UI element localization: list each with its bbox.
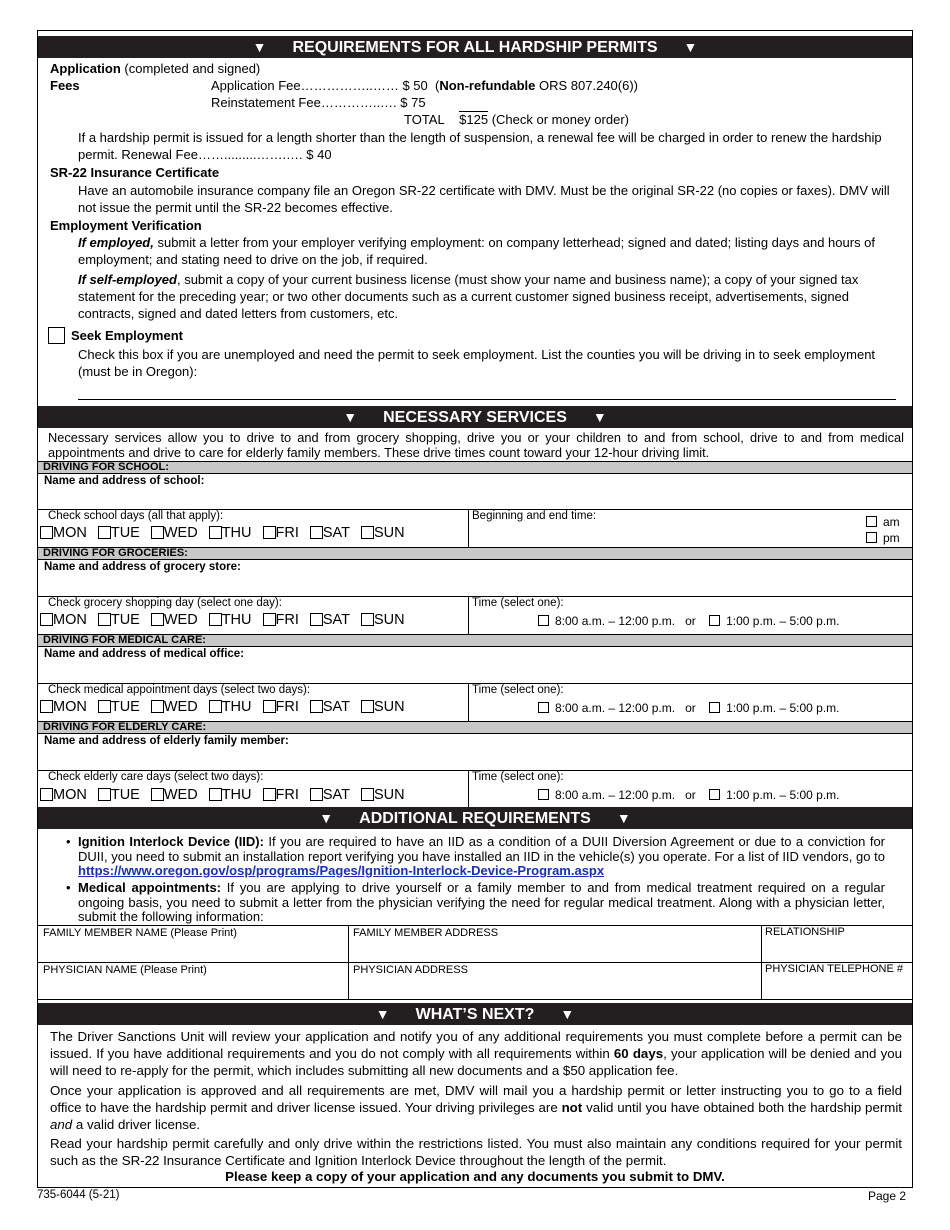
pm-label: pm bbox=[883, 531, 900, 545]
pm-option[interactable] bbox=[866, 531, 900, 545]
checkbox[interactable] bbox=[361, 788, 374, 801]
day-wed[interactable] bbox=[151, 612, 198, 628]
checkbox[interactable] bbox=[40, 700, 53, 713]
medical-name-input[interactable] bbox=[44, 664, 904, 681]
grocery-time-label: Time (select one): bbox=[472, 597, 564, 609]
medical-days bbox=[40, 699, 416, 715]
checkbox[interactable] bbox=[151, 788, 164, 801]
elderly-days bbox=[40, 787, 416, 803]
paren: ( bbox=[434, 78, 440, 93]
checkbox[interactable] bbox=[538, 615, 549, 626]
reinstatement-fee: Reinstatement Fee…………..…. $ 75 bbox=[211, 95, 426, 110]
checkbox[interactable] bbox=[709, 702, 720, 713]
arrow-down-icon: ▼ bbox=[252, 39, 267, 55]
day-label: WED bbox=[163, 699, 198, 715]
next-header-title: WHAT’S NEXT? bbox=[415, 1006, 535, 1023]
arrow-down-icon: ▼ bbox=[375, 1006, 390, 1022]
checkbox[interactable] bbox=[151, 526, 164, 539]
morning-label: 8:00 a.m. – 12:00 p.m. bbox=[555, 701, 676, 715]
day-mon[interactable] bbox=[40, 699, 87, 715]
relationship-field[interactable]: RELATIONSHIP bbox=[765, 926, 845, 938]
afternoon-label: 1:00 p.m. – 5:00 p.m. bbox=[726, 788, 840, 802]
day-mon[interactable] bbox=[40, 525, 87, 541]
checkbox[interactable] bbox=[151, 613, 164, 626]
physician-name-field[interactable]: PHYSICIAN NAME (Please Print) bbox=[43, 964, 207, 976]
day-label: SAT bbox=[322, 525, 350, 541]
day-mon[interactable] bbox=[40, 612, 87, 628]
school-days-label: Check school days (all that apply): bbox=[48, 510, 224, 522]
morning-option[interactable] bbox=[538, 614, 675, 628]
day-label: SUN bbox=[373, 699, 405, 715]
text: , your application will be denied and you will need to re-apply for the permit, which includes submitting all new documents and a $50 application fee. bbox=[50, 1046, 903, 1078]
day-wed[interactable] bbox=[151, 699, 198, 715]
additional-header bbox=[38, 807, 912, 829]
checkbox[interactable] bbox=[361, 526, 374, 539]
next-paragraph-2 bbox=[50, 1082, 902, 1133]
grocery-days bbox=[40, 612, 416, 628]
counties-input-line[interactable] bbox=[78, 399, 896, 400]
grocery-section-title: DRIVING FOR GROCERIES: bbox=[38, 547, 912, 560]
day-label: WED bbox=[163, 525, 198, 541]
next-header bbox=[38, 1003, 912, 1025]
day-label: WED bbox=[163, 612, 198, 628]
medical-name-label: Name and address of medical office: bbox=[44, 648, 245, 660]
arrow-down-icon: ▼ bbox=[319, 810, 334, 826]
am-label: am bbox=[883, 515, 900, 529]
day-label: SAT bbox=[322, 699, 350, 715]
seek-employment-checkbox[interactable] bbox=[48, 327, 65, 344]
text: The Driver Sanctions Unit will review your application and notify you of any additional requirements you must complete before a permit can be issued. If you have additional requirements and you do not comply with all requirements within bbox=[50, 1029, 902, 1061]
day-tue[interactable] bbox=[98, 699, 140, 715]
grocery-time-options bbox=[538, 614, 840, 628]
day-sun[interactable] bbox=[361, 525, 405, 541]
school-section-title: DRIVING FOR SCHOOL: bbox=[38, 461, 912, 474]
elderly-time-options bbox=[538, 788, 840, 802]
school-time-label: Beginning and end time: bbox=[472, 510, 597, 522]
day-label: FRI bbox=[275, 525, 299, 541]
day-label: THU bbox=[221, 612, 252, 628]
arrow-down-icon: ▼ bbox=[343, 409, 358, 425]
day-sat[interactable] bbox=[310, 787, 350, 803]
day-label: WED bbox=[163, 787, 198, 803]
day-label: MON bbox=[53, 699, 87, 715]
arrow-down-icon: ▼ bbox=[592, 409, 607, 425]
elderly-days-label: Check elderly care days (select two days): bbox=[48, 771, 264, 783]
elderly-section-title: DRIVING FOR ELDERLY CARE: bbox=[38, 721, 912, 734]
day-sat[interactable] bbox=[310, 525, 350, 541]
divider bbox=[468, 770, 469, 808]
checkbox[interactable] bbox=[263, 700, 276, 713]
day-sun[interactable] bbox=[361, 787, 405, 803]
divider bbox=[468, 683, 469, 721]
application-note: (completed and signed) bbox=[124, 61, 261, 76]
school-name-input[interactable] bbox=[44, 490, 904, 507]
checkbox[interactable] bbox=[361, 700, 374, 713]
iid-paragraph bbox=[78, 835, 885, 879]
checkbox[interactable] bbox=[538, 789, 549, 800]
grocery-days-label: Check grocery shopping day (select one day): bbox=[48, 597, 282, 609]
total-label: TOTAL bbox=[404, 112, 445, 127]
emphasis: not bbox=[561, 1100, 583, 1115]
iid-text: If you are required to have an IID as a condition of a DUII Diversion Agreement or due to a conviction for DUII, you need to submit an installation report verifying you have installed an IID in the vehicle(s) you operate. For a list of IID vendors, go to bbox=[78, 834, 885, 864]
requirements-header-title: REQUIREMENTS FOR ALL HARDSHIP PERMITS bbox=[292, 39, 658, 56]
form-frame bbox=[37, 30, 913, 1188]
self-employed-lead: If self-employed bbox=[78, 272, 177, 287]
medical-text: If you are applying to drive yourself or a family member to and from medical treatment required on a regular ongoing basis, you need to submit a letter from the physician verifying the need for regular medical treatment. Along with a physician letter, submit the following information: bbox=[78, 880, 885, 924]
arrow-down-icon: ▼ bbox=[560, 1006, 575, 1022]
iid-vendor-link[interactable]: https://www.oregon.gov/osp/programs/Pages/Ignition-Interlock-Device-Program.aspx bbox=[78, 863, 605, 878]
checkbox[interactable] bbox=[98, 613, 111, 626]
day-fri[interactable] bbox=[263, 787, 299, 803]
checkbox[interactable] bbox=[538, 702, 549, 713]
day-label: THU bbox=[221, 699, 252, 715]
day-label: TUE bbox=[110, 699, 140, 715]
necessary-header-title: NECESSARY SERVICES bbox=[383, 409, 567, 426]
day-thu[interactable] bbox=[209, 612, 252, 628]
next-paragraph-3: Read your hardship permit carefully and only drive within the restrictions listed. You must also maintain any conditions required for your permit such as the SR-22 Insurance Certificate and Ignition Interlock Device throughout the length of the permit. bbox=[50, 1136, 902, 1168]
day-label: TUE bbox=[110, 612, 140, 628]
checkbox[interactable] bbox=[151, 700, 164, 713]
day-wed[interactable] bbox=[151, 787, 198, 803]
sr22-title: SR-22 Insurance Certificate bbox=[50, 165, 220, 180]
self-employed-text: , submit a copy of your current business license (must show your name and business name); a copy of your signed tax statement for the preceding year; or two other documents such as a current customer signed business receipt, advertisements, signed contracts, signed and dated letters from customers, etc. bbox=[78, 272, 859, 321]
medical-time-options bbox=[538, 701, 840, 715]
or-label: or bbox=[685, 614, 696, 628]
physician-address-field[interactable]: PHYSICIAN ADDRESS bbox=[353, 964, 468, 976]
day-label: SAT bbox=[322, 787, 350, 803]
grocery-name-input[interactable] bbox=[44, 577, 904, 594]
day-label: SUN bbox=[373, 787, 405, 803]
morning-label: 8:00 a.m. – 12:00 p.m. bbox=[555, 788, 676, 802]
total-line bbox=[404, 112, 629, 127]
am-option[interactable] bbox=[866, 515, 900, 529]
form-number: 735-6044 (5-21) bbox=[37, 1189, 120, 1201]
checkbox[interactable] bbox=[310, 700, 323, 713]
morning-option[interactable] bbox=[538, 788, 675, 802]
additional-header-title: ADDITIONAL REQUIREMENTS bbox=[359, 810, 591, 827]
day-tue[interactable] bbox=[98, 612, 140, 628]
medical-paragraph bbox=[78, 881, 885, 925]
fees-label: Fees bbox=[50, 78, 80, 93]
day-label: MON bbox=[53, 787, 87, 803]
renewal-text: If a hardship permit is issued for a length shorter than the length of suspension, a renewal fee will be charged in order to renew the hardship permit. Renewal Fee…….........…….…. $ 40 bbox=[78, 130, 882, 162]
checkbox[interactable] bbox=[209, 700, 222, 713]
text: a valid driver license. bbox=[72, 1117, 201, 1132]
elderly-time-label: Time (select one): bbox=[472, 771, 564, 783]
afternoon-label: 1:00 p.m. – 5:00 p.m. bbox=[726, 614, 840, 628]
checkbox[interactable] bbox=[263, 788, 276, 801]
morning-label: 8:00 a.m. – 12:00 p.m. bbox=[555, 614, 676, 628]
divider bbox=[468, 509, 469, 547]
keep-copy-note: Please keep a copy of your application and any documents you submit to DMV. bbox=[225, 1169, 725, 1184]
ors-reference: ORS 807.240(6)) bbox=[539, 78, 639, 93]
checkbox[interactable] bbox=[310, 526, 323, 539]
afternoon-option[interactable] bbox=[709, 614, 839, 628]
medical-lead: Medical appointments: bbox=[78, 880, 222, 895]
day-label: TUE bbox=[110, 525, 140, 541]
employed-paragraph bbox=[78, 234, 903, 268]
employed-text: submit a letter from your employer verifying employment: on company letterhead; signed and dated; listing days and hours of employment; and stating need to drive on the job, if required. bbox=[78, 235, 876, 267]
iid-lead: Ignition Interlock Device (IID): bbox=[78, 834, 264, 849]
necessary-header bbox=[38, 406, 912, 428]
or-label: or bbox=[685, 701, 696, 715]
emphasis: and bbox=[50, 1117, 73, 1132]
seek-title: Seek Employment bbox=[71, 328, 183, 343]
day-sun[interactable] bbox=[361, 699, 405, 715]
day-sat[interactable] bbox=[310, 612, 350, 628]
checkbox[interactable] bbox=[209, 788, 222, 801]
day-label: TUE bbox=[110, 787, 140, 803]
checkbox[interactable] bbox=[40, 613, 53, 626]
application-fee-line bbox=[211, 78, 638, 93]
day-thu[interactable] bbox=[209, 699, 252, 715]
nonrefundable-label: Non-refundable bbox=[439, 78, 536, 93]
employed-lead: If employed, bbox=[78, 235, 154, 250]
checkbox[interactable] bbox=[263, 526, 276, 539]
checkbox[interactable] bbox=[263, 613, 276, 626]
day-label: FRI bbox=[275, 612, 299, 628]
afternoon-option[interactable] bbox=[709, 788, 839, 802]
day-sun[interactable] bbox=[361, 612, 405, 628]
bullet-icon: • bbox=[66, 834, 71, 849]
next-paragraph-1 bbox=[50, 1028, 902, 1079]
necessary-intro: Necessary services allow you to drive to and from grocery shopping, drive you or your children to and from school, drive to and from medical appointments and drive to care for elderly family members. These drive times count toward your 12-hour driving limit. bbox=[48, 430, 904, 460]
employment-title: Employment Verification bbox=[50, 218, 202, 233]
divider bbox=[761, 925, 762, 999]
day-fri[interactable] bbox=[263, 612, 299, 628]
medical-time-label: Time (select one): bbox=[472, 684, 564, 696]
morning-option[interactable] bbox=[538, 701, 675, 715]
application-line bbox=[50, 61, 260, 76]
school-name-label: Name and address of school: bbox=[44, 475, 205, 487]
application-fee: Application Fee……………..…… $ 50 bbox=[211, 78, 428, 93]
day-tue[interactable] bbox=[98, 525, 140, 541]
divider bbox=[38, 999, 912, 1000]
day-label: MON bbox=[53, 525, 87, 541]
checkbox[interactable] bbox=[361, 613, 374, 626]
checkbox[interactable] bbox=[98, 526, 111, 539]
checkbox[interactable] bbox=[709, 615, 720, 626]
day-label: FRI bbox=[275, 699, 299, 715]
day-label: MON bbox=[53, 612, 87, 628]
afternoon-label: 1:00 p.m. – 5:00 p.m. bbox=[726, 701, 840, 715]
checkbox[interactable] bbox=[40, 526, 53, 539]
checkbox[interactable] bbox=[98, 700, 111, 713]
day-wed[interactable] bbox=[151, 525, 198, 541]
school-days bbox=[40, 525, 416, 541]
checkbox[interactable] bbox=[310, 613, 323, 626]
day-label: SUN bbox=[373, 525, 405, 541]
medical-days-label: Check medical appointment days (select two days): bbox=[48, 684, 311, 696]
physician-phone-field[interactable]: PHYSICIAN TELEPHONE # bbox=[765, 963, 903, 975]
afternoon-option[interactable] bbox=[709, 701, 839, 715]
medical-section-title: DRIVING FOR MEDICAL CARE: bbox=[38, 634, 912, 647]
day-label: SUN bbox=[373, 612, 405, 628]
grocery-name-label: Name and address of grocery store: bbox=[44, 561, 241, 573]
arrow-down-icon: ▼ bbox=[616, 810, 631, 826]
checkbox[interactable] bbox=[866, 532, 877, 543]
self-employed-paragraph bbox=[78, 271, 903, 322]
day-sat[interactable] bbox=[310, 699, 350, 715]
arrow-down-icon: ▼ bbox=[683, 39, 698, 55]
day-label: THU bbox=[221, 787, 252, 803]
requirements-header bbox=[38, 36, 912, 58]
day-label: THU bbox=[221, 525, 252, 541]
seek-text: Check this box if you are unemployed and need the permit to seek employment. List the counties you will be driving in to seek employment (must be in Oregon): bbox=[78, 347, 876, 379]
divider bbox=[348, 925, 349, 999]
total-note: (Check or money order) bbox=[491, 112, 629, 127]
sr22-text: Have an automobile insurance company file an Oregon SR-22 certificate with DMV. Must be the original SR-22 (no copies or faxes). DMV will not issue the permit until the SR-22 becomes effective. bbox=[78, 183, 890, 215]
elderly-name-label: Name and address of elderly family member: bbox=[44, 735, 289, 747]
family-address-field[interactable]: FAMILY MEMBER ADDRESS bbox=[353, 927, 499, 939]
day-label: FRI bbox=[275, 787, 299, 803]
checkbox[interactable] bbox=[709, 789, 720, 800]
checkbox[interactable] bbox=[209, 613, 222, 626]
day-tue[interactable] bbox=[98, 787, 140, 803]
checkbox[interactable] bbox=[98, 788, 111, 801]
text: valid until you have obtained both the hardship permit bbox=[582, 1100, 902, 1115]
application-label: Application bbox=[50, 61, 121, 76]
elderly-name-input[interactable] bbox=[44, 751, 904, 768]
text: Once your application is approved and all requirements are met, DMV will mail you a hardship permit or letter instructing you to go to a field office to have the hardship permit and driver license issued. Your driving privileges are bbox=[50, 1083, 902, 1115]
or-label: or bbox=[685, 788, 696, 802]
checkbox[interactable] bbox=[866, 516, 877, 527]
checkbox[interactable] bbox=[40, 788, 53, 801]
bullet-icon: • bbox=[66, 880, 71, 895]
day-thu[interactable] bbox=[209, 525, 252, 541]
page-number: Page 2 bbox=[868, 1189, 907, 1203]
day-label: SAT bbox=[322, 612, 350, 628]
checkbox[interactable] bbox=[209, 526, 222, 539]
day-thu[interactable] bbox=[209, 787, 252, 803]
day-fri[interactable] bbox=[263, 699, 299, 715]
day-mon[interactable] bbox=[40, 787, 87, 803]
family-name-field[interactable]: FAMILY MEMBER NAME (Please Print) bbox=[43, 927, 237, 939]
divider bbox=[468, 596, 469, 634]
checkbox[interactable] bbox=[310, 788, 323, 801]
day-fri[interactable] bbox=[263, 525, 299, 541]
deadline: 60 days bbox=[613, 1046, 664, 1061]
total-amount: $125 bbox=[459, 112, 489, 127]
